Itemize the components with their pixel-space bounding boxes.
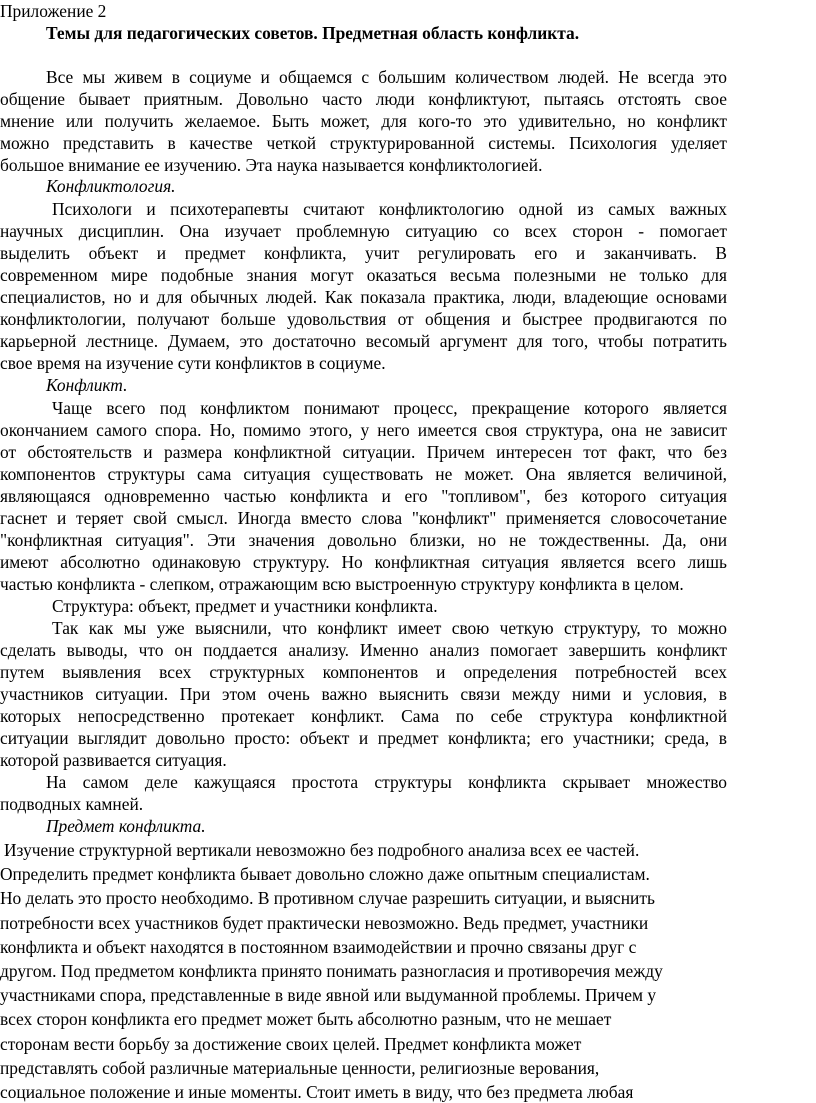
paragraph-line: научных дисциплин. Она изучает проблемную ситуацию со всех сторон - помогает — [0, 221, 727, 241]
paragraph-line: мнение или получить желаемое. Быть может, для кого-то это удивительно, но конфликт — [0, 111, 727, 131]
paragraph-line: На самом деле кажущаяся простота структуры конфликта скрывает множество — [46, 772, 727, 792]
paragraph-line: окончанием самого спора. Но, помимо этого, у него имеется своя структура, она не зависит — [0, 420, 727, 440]
paragraph-line: являющаяся одновременно частью конфликта и его "топливом", без которого ситуация — [0, 486, 727, 506]
paragraph-line: представлять собой различные материальные ценности, религиозные верования, — [0, 1058, 600, 1078]
paragraph-line: сделать выводы, что он поддается анализу. Именно анализ помогает завершить конфликт — [0, 640, 727, 660]
paragraph-line: большое внимание ее изучению. Эта наука называется конфликтологией. — [0, 155, 543, 175]
paragraph-line: Так как мы уже выяснили, что конфликт имеет свою четкую структуру, то можно — [52, 618, 727, 638]
section-heading: Предмет конфликта. — [46, 816, 206, 836]
paragraph-line: Определить предмет конфликта бывает довольно сложно даже опытным специалистам. — [0, 864, 650, 884]
paragraph-line: современном мире подобные знания могут оказаться весьма полезными не только для — [0, 265, 727, 285]
paragraph-line: можно представить в качестве четкой структурированной системы. Психология уделяет — [0, 133, 727, 153]
paragraph-line: Психологи и психотерапевты считают конфликтологию одной из самых важных — [52, 199, 727, 219]
paragraph-line: выделить объект и предмет конфликта, учит регулировать его и заканчивать. В — [0, 243, 727, 263]
paragraph-line: конфликта и объект находятся в постоянном взаимодействии и прочно связаны друг с — [0, 937, 637, 957]
paragraph-line: участников ситуации. При этом очень важно выяснить связи между ними и условия, в — [0, 684, 727, 704]
paragraph-line: свое время на изучение сути конфликтов в социуме. — [0, 353, 386, 373]
paragraph-line: гаснет и теряет свой смысл. Иногда вместо слова "конфликт" применяется словосочетание — [0, 508, 727, 528]
section-heading: Конфликт. — [46, 375, 128, 395]
appendix-label: Приложение 2 — [0, 1, 107, 21]
paragraph-line: Но делать это просто необходимо. В противном случае разрешить ситуации, и выяснить — [0, 888, 655, 908]
paragraph-line: карьерной лестнице. Думаем, это достаточно весомый аргумент для того, чтобы потратить — [0, 331, 727, 351]
paragraph-line: компонентов структуры сама ситуация существовать не может. Она является величиной, — [0, 464, 727, 484]
paragraph-line: конфликтологии, получают больше удовольствия от общения и быстрее продвигаются по — [0, 309, 727, 329]
paragraph-line: от обстоятельств и размера конфликтной ситуации. Причем интересен тот факт, что без — [0, 442, 727, 462]
paragraph-line: ситуации выглядит довольно просто: объект и предмет конфликта; его участники; среда, в — [0, 728, 727, 748]
paragraph-line: общение бывает приятным. Довольно часто люди конфликтуют, пытаясь отстоять свое — [0, 89, 727, 109]
paragraph-line: потребности всех участников будет практически невозможно. Ведь предмет, участники — [0, 913, 649, 933]
paragraph-line: которой развивается ситуация. — [0, 750, 227, 770]
section-heading: Конфликтология. — [46, 176, 176, 196]
paragraph-line: другом. Под предметом конфликта принято понимать разногласия и противоречия между — [0, 961, 663, 981]
structure-line: Структура: объект, предмет и участники конфликта. — [52, 596, 438, 616]
paragraph-line: подводных камней. — [0, 794, 144, 814]
paragraph-line: которых непосредственно протекает конфликт. Сама по себе структура конфликтной — [0, 706, 727, 726]
paragraph-line: путем выявления всех структурных компонентов и определения потребностей всех — [0, 662, 727, 682]
paragraph-line: участниками спора, представленные в виде явной или выдуманной проблемы. Причем у — [0, 985, 657, 1005]
paragraph-line: частью конфликта - слепком, отражающим всю выстроенную структуру конфликта в целом. — [0, 574, 684, 594]
paragraph-line: Изучение структурной вертикали невозможно без подробного анализа всех ее частей. — [4, 840, 640, 860]
paragraph-line: Все мы живем в социуме и общаемся с большим количеством людей. Не всегда это — [46, 67, 727, 87]
paragraph-line: "конфликтная ситуация". Эти значения довольно близки, но не тождественны. Да, они — [0, 530, 727, 550]
document-title: Темы для педагогических советов. Предметная область конфликта. — [46, 23, 580, 43]
paragraph-line: всех сторон конфликта его предмет может быть абсолютно разным, что не мешает — [0, 1009, 612, 1029]
paragraph-line: специалистов, но и для обычных людей. Как показала практика, люди, владеющие основами — [0, 287, 727, 307]
paragraph-line: Чаще всего под конфликтом понимают процесс, прекращение которого является — [52, 398, 727, 418]
paragraph-line: сторонам вести борьбу за достижение своих целей. Предмет конфликта может — [0, 1034, 582, 1054]
paragraph-line: имеют абсолютно одинаковую структуру. Но конфликтная ситуация является всего лишь — [0, 552, 727, 572]
paragraph-line: социальное положение и иные моменты. Стоит иметь в виду, что без предмета любая — [0, 1082, 634, 1102]
